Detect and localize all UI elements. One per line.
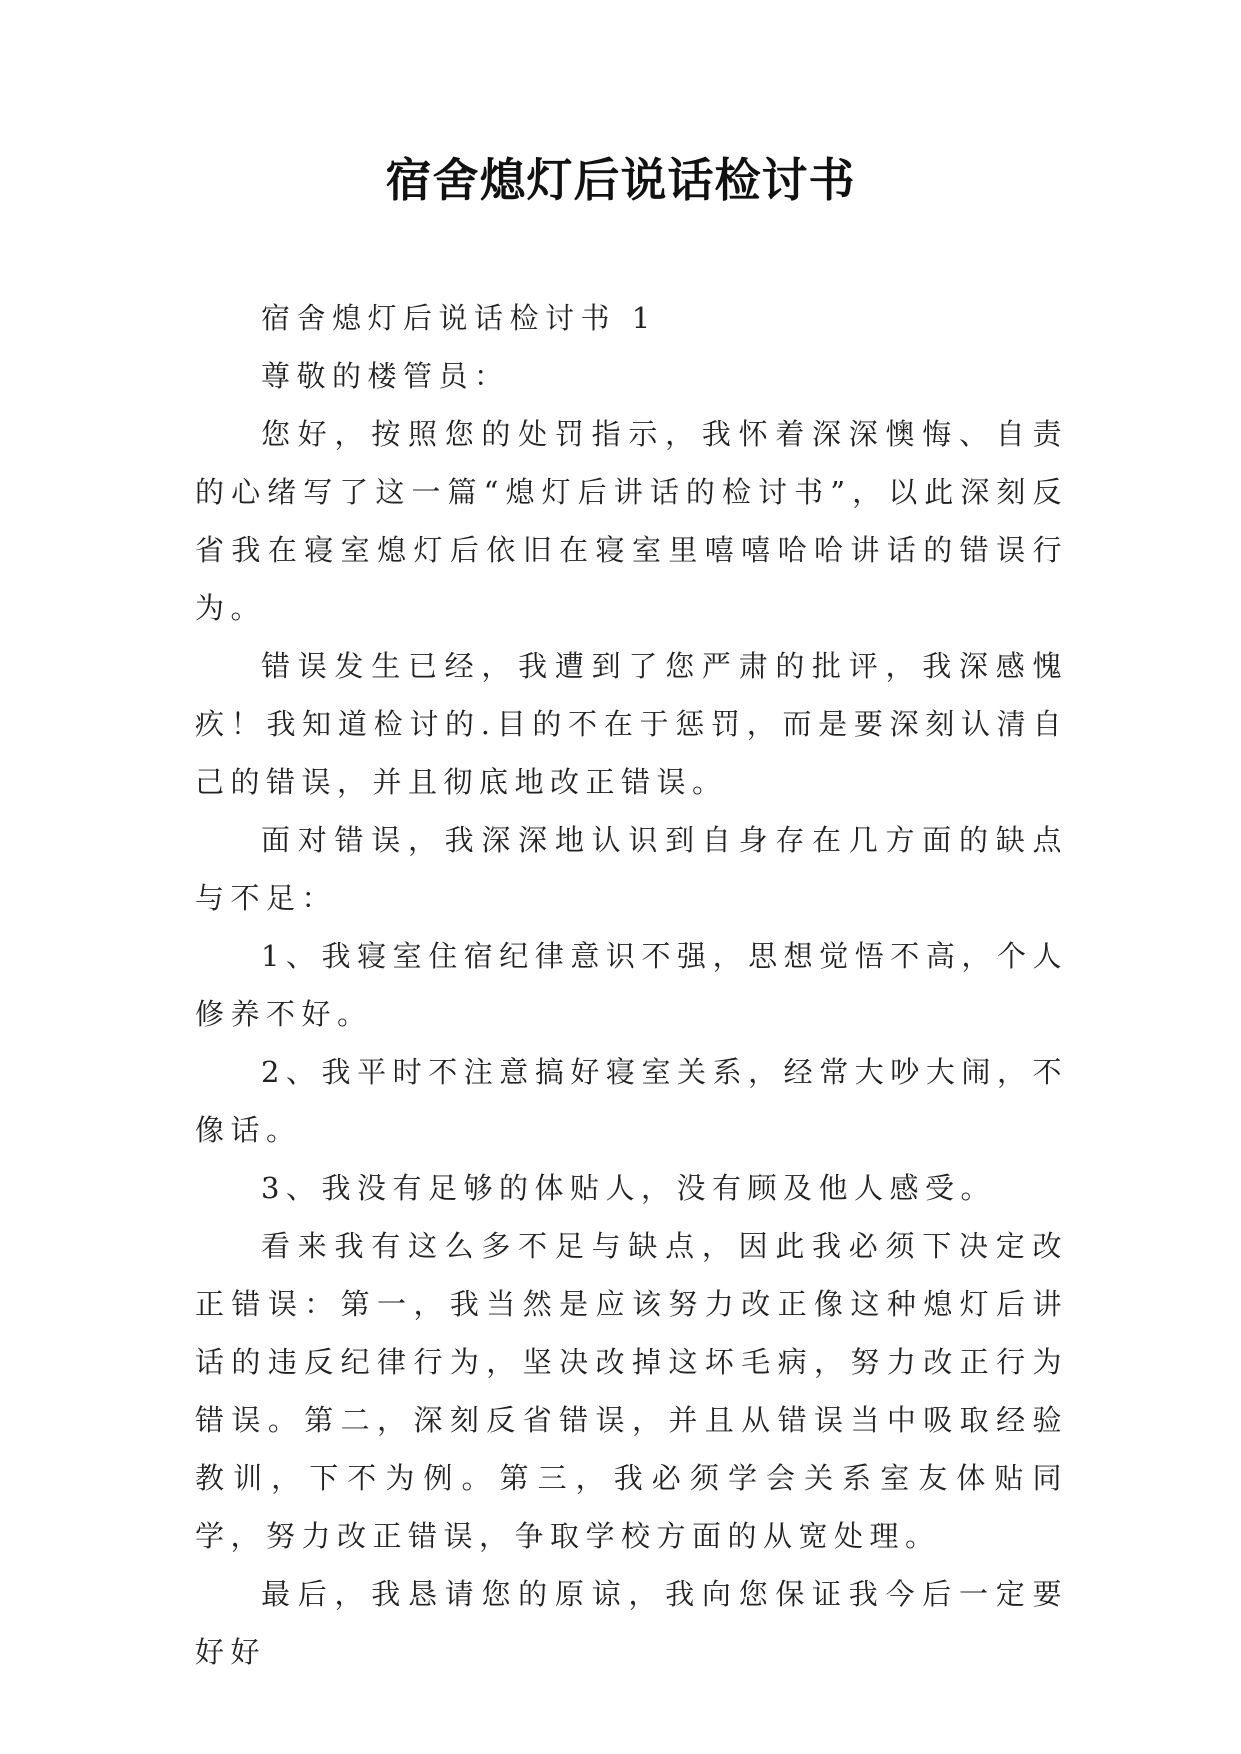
paragraph: 面对错误，我深深地认识到自身存在几方面的缺点与不足： <box>195 823 1068 915</box>
paragraph-heading: 宿舍熄灯后说话检讨书 1 <box>261 301 657 335</box>
paragraph: 看来我有这么多不足与缺点，因此我必须下决定改正错误：第一，我当然是应该努力改正像这种熄灯后讲话的违反纪律行为，坚决改掉这坏毛病，努力改正行为错误。第二，深刻反省错误，并且从错误当中吸取经验教训，下不为例。第三，我必须学会关系室友体贴同学，努力改正错误，争取学校方面的从宽处理。 <box>195 1229 1068 1553</box>
paragraph-salutation: 尊敬的楼管员： <box>261 359 510 393</box>
paragraph: 您好，按照您的处罚指示，我怀着深深懊悔、自责的心绪写了这一篇“熄灯后讲话的检讨书”，以此深刻反省我在寝室熄灯后依旧在寝室里嘻嘻哈哈讲话的错误行为。 <box>195 417 1068 625</box>
document-body <box>195 289 1068 1681</box>
paragraph: 最后，我恳请您的原谅，我向您保证我今后一定要好好 <box>195 1577 1068 1669</box>
list-item: 1、我寝室住宿纪律意识不强，思想觉悟不高，个人修养不好。 <box>195 939 1068 1031</box>
list-item: 2、我平时不注意搞好寝室关系，经常大吵大闹，不像话。 <box>195 1055 1068 1147</box>
list-item: 3、我没有足够的体贴人，没有顾及他人感受。 <box>261 1171 996 1205</box>
document-title: 宿舍熄灯后说话检讨书 <box>385 153 856 207</box>
paragraph: 错误发生已经，我遭到了您严肃的批评，我深感愧疚！我知道检讨的.目的不在于惩罚，而是要深刻认清自己的错误，并且彻底地改正错误。 <box>195 649 1068 799</box>
